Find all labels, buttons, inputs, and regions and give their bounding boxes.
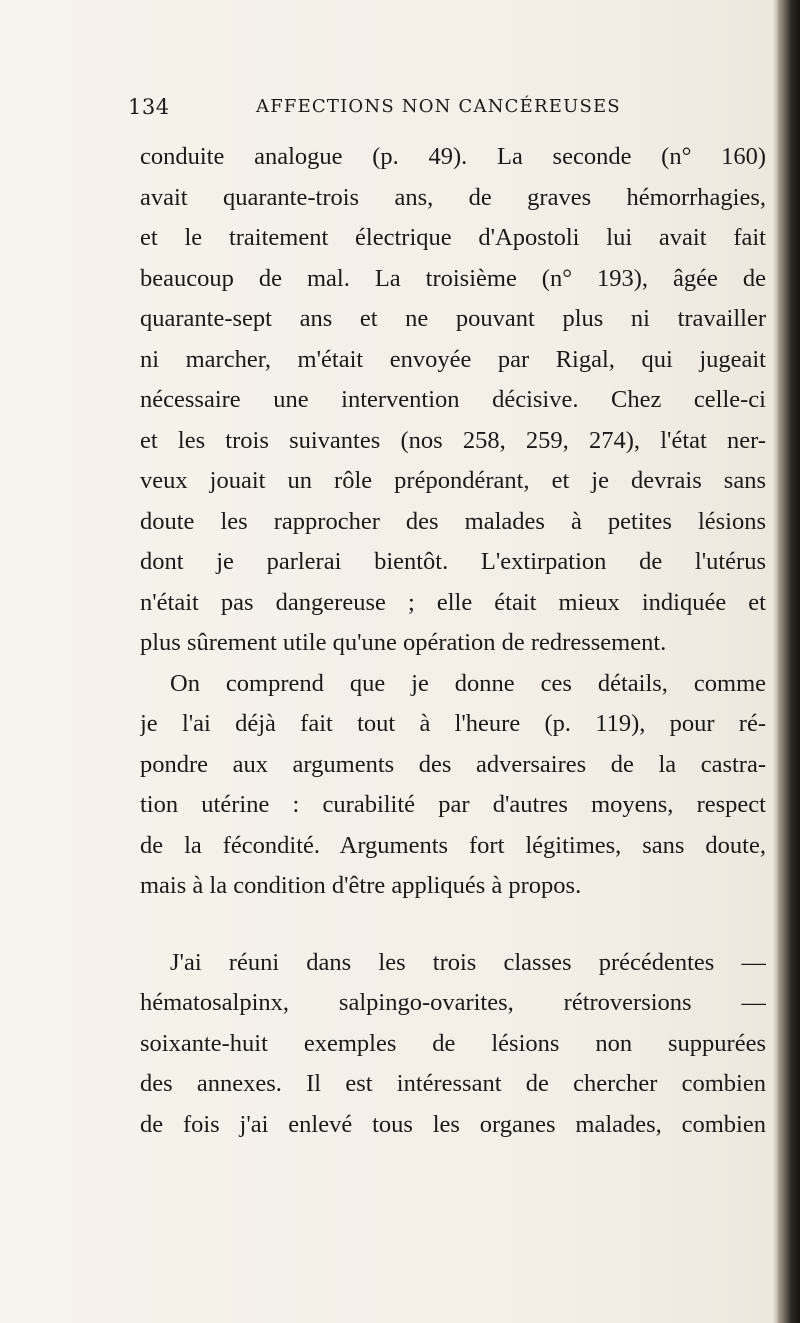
text-line: beaucoup de mal. La troisième (n° 193), âgée de <box>140 264 766 292</box>
text-line: dont je parlerai bientôt. L'extirpation de l'utérus <box>140 548 766 575</box>
page-edge-highlight <box>772 0 778 1323</box>
text-line: quarante-sept ans et ne pouvant plus ni travailler <box>140 305 766 332</box>
body-text <box>140 137 766 1145</box>
text-line: de la fécondité. Arguments fort légitimes, sans doute, <box>140 831 766 859</box>
text-line: doute les rapprocher des malades à petites lésions <box>140 507 766 535</box>
text-line: On comprend que je donne ces détails, comme <box>170 669 766 697</box>
text-line: veux jouait un rôle prépondérant, et je devrais sans <box>140 467 766 494</box>
running-title: AFFECTIONS NON CANCÉREUSES <box>256 96 621 117</box>
paragraph-1 <box>140 137 766 664</box>
page-number: 134 <box>128 95 170 119</box>
text-line: je l'ai déjà fait tout à l'heure (p. 119), pour ré- <box>140 710 766 737</box>
paragraph-gap <box>140 907 766 943</box>
text-line: des annexes. Il est intéressant de chercher combien <box>140 1070 766 1097</box>
text-line: ni marcher, m'était envoyée par Rigal, qui jugeait <box>140 345 766 373</box>
text-line: hématosalpinx, salpingo-ovarites, rétroversions — <box>140 989 766 1016</box>
text-line: mais à la condition d'être appliqués à propos. <box>140 872 582 899</box>
text-line: tion utérine : curabilité par d'autres moyens, respect <box>140 791 766 818</box>
text-line: et le traitement électrique d'Apostoli lui avait fait <box>140 224 766 251</box>
text-line: avait quarante-trois ans, de graves hémorrhagies, <box>140 183 766 211</box>
text-line: pondre aux arguments des adversaires de la castra- <box>140 750 766 778</box>
text-line: conduite analogue (p. 49). La seconde (n° 160) <box>140 143 766 170</box>
text-line: n'était pas dangereuse ; elle était mieux indiquée et <box>140 588 766 616</box>
text-line: soixante-huit exemples de lésions non suppurées <box>140 1029 766 1057</box>
text-line: de fois j'ai enlevé tous les organes malades, combien <box>140 1110 766 1138</box>
text-line: et les trois suivantes (nos 258, 259, 274), l'état ner- <box>140 426 766 454</box>
text-line: plus sûrement utile qu'une opération de redressement. <box>140 629 667 656</box>
paragraph-2 <box>140 664 766 907</box>
text-line: nécessaire une intervention décisive. Chez celle-ci <box>140 386 766 413</box>
text-line: J'ai réuni dans les trois classes précédentes — <box>170 948 766 976</box>
paragraph-3 <box>140 943 766 1146</box>
page-header <box>128 95 628 131</box>
